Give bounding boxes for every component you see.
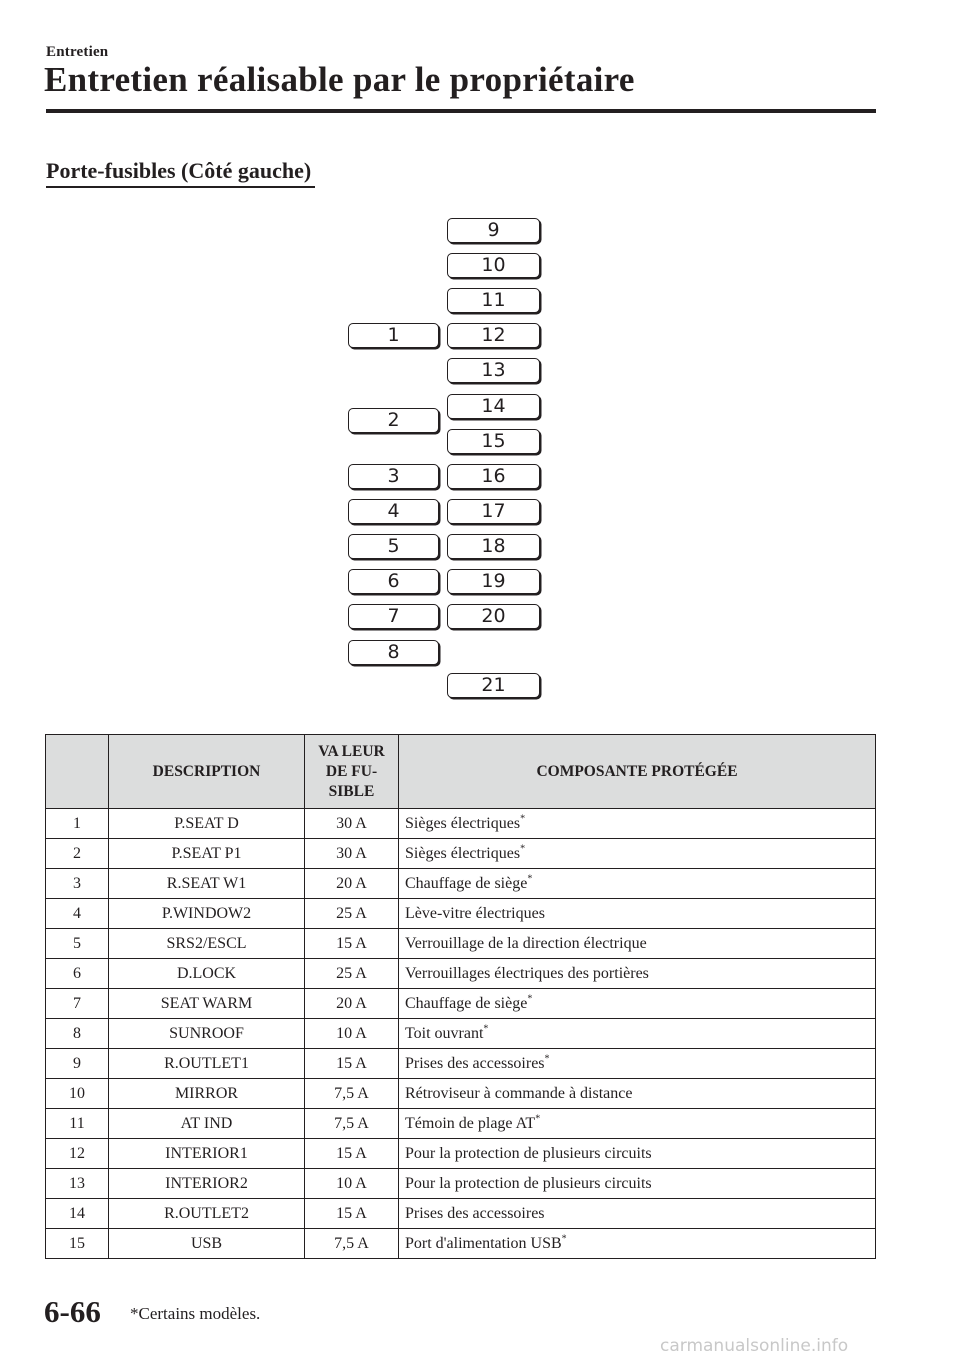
certain-models-marker: * xyxy=(483,1023,489,1035)
certain-models-marker: * xyxy=(520,843,526,855)
fuse-slot-16: 16 xyxy=(447,464,540,489)
cell-component xyxy=(399,1199,876,1229)
table-row xyxy=(46,1169,876,1199)
cell-rating: 30 A xyxy=(305,809,399,839)
table-row xyxy=(46,1019,876,1049)
fuse-slot-9: 9 xyxy=(447,218,540,243)
cell-component xyxy=(399,869,876,899)
cell-number: 7 xyxy=(46,989,109,1019)
footnote: *Certains modèles. xyxy=(130,1304,261,1323)
fuse-slot-1: 1 xyxy=(348,323,439,348)
fuse-slot-5: 5 xyxy=(348,534,439,559)
table-row xyxy=(46,1079,876,1109)
header-rating xyxy=(305,735,399,809)
cell-description: P.SEAT D xyxy=(109,809,305,839)
component-text: Prises des accessoires xyxy=(405,1204,545,1222)
table-row xyxy=(46,899,876,929)
cell-number: 6 xyxy=(46,959,109,989)
fuse-slot-2: 2 xyxy=(348,408,439,433)
cell-component xyxy=(399,839,876,869)
component-text: Chauffage de siège xyxy=(405,994,528,1012)
cell-rating: 20 A xyxy=(305,989,399,1019)
component-text: Sièges électriques xyxy=(405,844,521,862)
cell-description: SUNROOF xyxy=(109,1019,305,1049)
cell-description: INTERIOR1 xyxy=(109,1139,305,1169)
cell-description: R.OUTLET1 xyxy=(109,1049,305,1079)
fuse-slot-20: 20 xyxy=(447,604,540,629)
cell-rating: 30 A xyxy=(305,839,399,869)
fuse-slot-6: 6 xyxy=(348,569,439,594)
page-title: Entretien réalisable par le propriétaire xyxy=(44,60,635,99)
component-text: Prises des accessoires xyxy=(405,1054,545,1072)
cell-component xyxy=(399,1109,876,1139)
page-number: 6-66 xyxy=(44,1294,101,1329)
fuse-table xyxy=(45,734,876,1259)
cell-component xyxy=(399,899,876,929)
table-row xyxy=(46,809,876,839)
cell-rating: 7,5 A xyxy=(305,1079,399,1109)
fuse-slot-12: 12 xyxy=(447,323,540,348)
cell-number: 1 xyxy=(46,809,109,839)
component-text: Toit ouvrant xyxy=(405,1024,484,1042)
cell-description: MIRROR xyxy=(109,1079,305,1109)
component-text: Verrouillages électriques des portières xyxy=(405,964,649,982)
cell-description: D.LOCK xyxy=(109,959,305,989)
table-row xyxy=(46,839,876,869)
certain-models-marker: * xyxy=(535,1113,541,1125)
table-row xyxy=(46,1199,876,1229)
cell-number: 15 xyxy=(46,1229,109,1259)
header-description: DESCRIPTION xyxy=(109,735,305,809)
cell-number: 2 xyxy=(46,839,109,869)
table-row xyxy=(46,1049,876,1079)
cell-rating: 25 A xyxy=(305,959,399,989)
component-text: Sièges électriques xyxy=(405,814,521,832)
cell-description: P.WINDOW2 xyxy=(109,899,305,929)
cell-component xyxy=(399,1019,876,1049)
watermark: carmanualsonline.info xyxy=(660,1336,849,1356)
fuse-slot-11: 11 xyxy=(447,288,540,313)
cell-number: 8 xyxy=(46,1019,109,1049)
cell-description: R.OUTLET2 xyxy=(109,1199,305,1229)
cell-rating: 7,5 A xyxy=(305,1109,399,1139)
cell-description: SEAT WARM xyxy=(109,989,305,1019)
cell-component xyxy=(399,929,876,959)
component-text: Port d'alimentation USB xyxy=(405,1234,562,1252)
header-rating-line3: SIBLE xyxy=(328,782,375,800)
fuse-slot-13: 13 xyxy=(447,358,540,383)
cell-rating: 20 A xyxy=(305,869,399,899)
header-rating-line2: DE FU- xyxy=(325,762,378,780)
cell-number: 12 xyxy=(46,1139,109,1169)
component-text: Rétroviseur à commande à distance xyxy=(405,1084,633,1102)
fuse-slot-10: 10 xyxy=(447,253,540,278)
table-row xyxy=(46,929,876,959)
cell-rating: 15 A xyxy=(305,1049,399,1079)
fuse-slot-8: 8 xyxy=(348,640,439,665)
section-label: Entretien xyxy=(46,44,109,60)
cell-component xyxy=(399,989,876,1019)
subtitle-rule xyxy=(46,186,315,188)
cell-description: AT IND xyxy=(109,1109,305,1139)
table-row xyxy=(46,1229,876,1259)
cell-component xyxy=(399,959,876,989)
header-number xyxy=(46,735,109,809)
cell-number: 9 xyxy=(46,1049,109,1079)
cell-rating: 15 A xyxy=(305,1199,399,1229)
table-row xyxy=(46,1139,876,1169)
certain-models-marker: * xyxy=(561,1233,567,1245)
cell-description: USB xyxy=(109,1229,305,1259)
cell-number: 10 xyxy=(46,1079,109,1109)
component-text: Verrouillage de la direction électrique xyxy=(405,934,647,952)
component-text: Lève-vitre électriques xyxy=(405,904,545,922)
header-component: COMPOSANTE PROTÉGÉE xyxy=(399,735,876,809)
cell-description: INTERIOR2 xyxy=(109,1169,305,1199)
cell-number: 13 xyxy=(46,1169,109,1199)
certain-models-marker: * xyxy=(527,873,533,885)
cell-description: P.SEAT P1 xyxy=(109,839,305,869)
cell-component xyxy=(399,809,876,839)
cell-number: 5 xyxy=(46,929,109,959)
certain-models-marker: * xyxy=(520,813,526,825)
cell-rating: 15 A xyxy=(305,1139,399,1169)
fuse-slot-18: 18 xyxy=(447,534,540,559)
fuse-slot-7: 7 xyxy=(348,604,439,629)
table-header-row xyxy=(46,735,876,809)
fuse-slot-3: 3 xyxy=(348,464,439,489)
component-text: Chauffage de siège xyxy=(405,874,528,892)
cell-rating: 25 A xyxy=(305,899,399,929)
component-text: Pour la protection de plusieurs circuits xyxy=(405,1174,652,1192)
component-text: Pour la protection de plusieurs circuits xyxy=(405,1144,652,1162)
subtitle: Porte-fusibles (Côté gauche) xyxy=(46,158,312,183)
cell-number: 3 xyxy=(46,869,109,899)
cell-rating: 7,5 A xyxy=(305,1229,399,1259)
fuse-slot-14: 14 xyxy=(447,394,540,419)
cell-component xyxy=(399,1079,876,1109)
fuse-slot-17: 17 xyxy=(447,499,540,524)
cell-component xyxy=(399,1229,876,1259)
cell-component xyxy=(399,1139,876,1169)
fuse-slot-4: 4 xyxy=(348,499,439,524)
header-rating-line1: VA LEUR xyxy=(318,742,385,760)
certain-models-marker: * xyxy=(544,1053,550,1065)
cell-number: 14 xyxy=(46,1199,109,1229)
fuse-slot-19: 19 xyxy=(447,569,540,594)
table-row xyxy=(46,989,876,1019)
fuse-slot-15: 15 xyxy=(447,429,540,454)
cell-rating: 15 A xyxy=(305,929,399,959)
table-row xyxy=(46,869,876,899)
fuse-slot-21: 21 xyxy=(447,673,540,698)
component-text: Témoin de plage AT xyxy=(405,1114,536,1132)
cell-number: 4 xyxy=(46,899,109,929)
cell-number: 11 xyxy=(46,1109,109,1139)
cell-description: SRS2/ESCL xyxy=(109,929,305,959)
cell-component xyxy=(399,1049,876,1079)
cell-description: R.SEAT W1 xyxy=(109,869,305,899)
certain-models-marker: * xyxy=(527,993,533,1005)
table-row xyxy=(46,959,876,989)
table-row xyxy=(46,1109,876,1139)
cell-component xyxy=(399,1169,876,1199)
cell-rating: 10 A xyxy=(305,1169,399,1199)
title-rule xyxy=(46,109,876,113)
cell-rating: 10 A xyxy=(305,1019,399,1049)
